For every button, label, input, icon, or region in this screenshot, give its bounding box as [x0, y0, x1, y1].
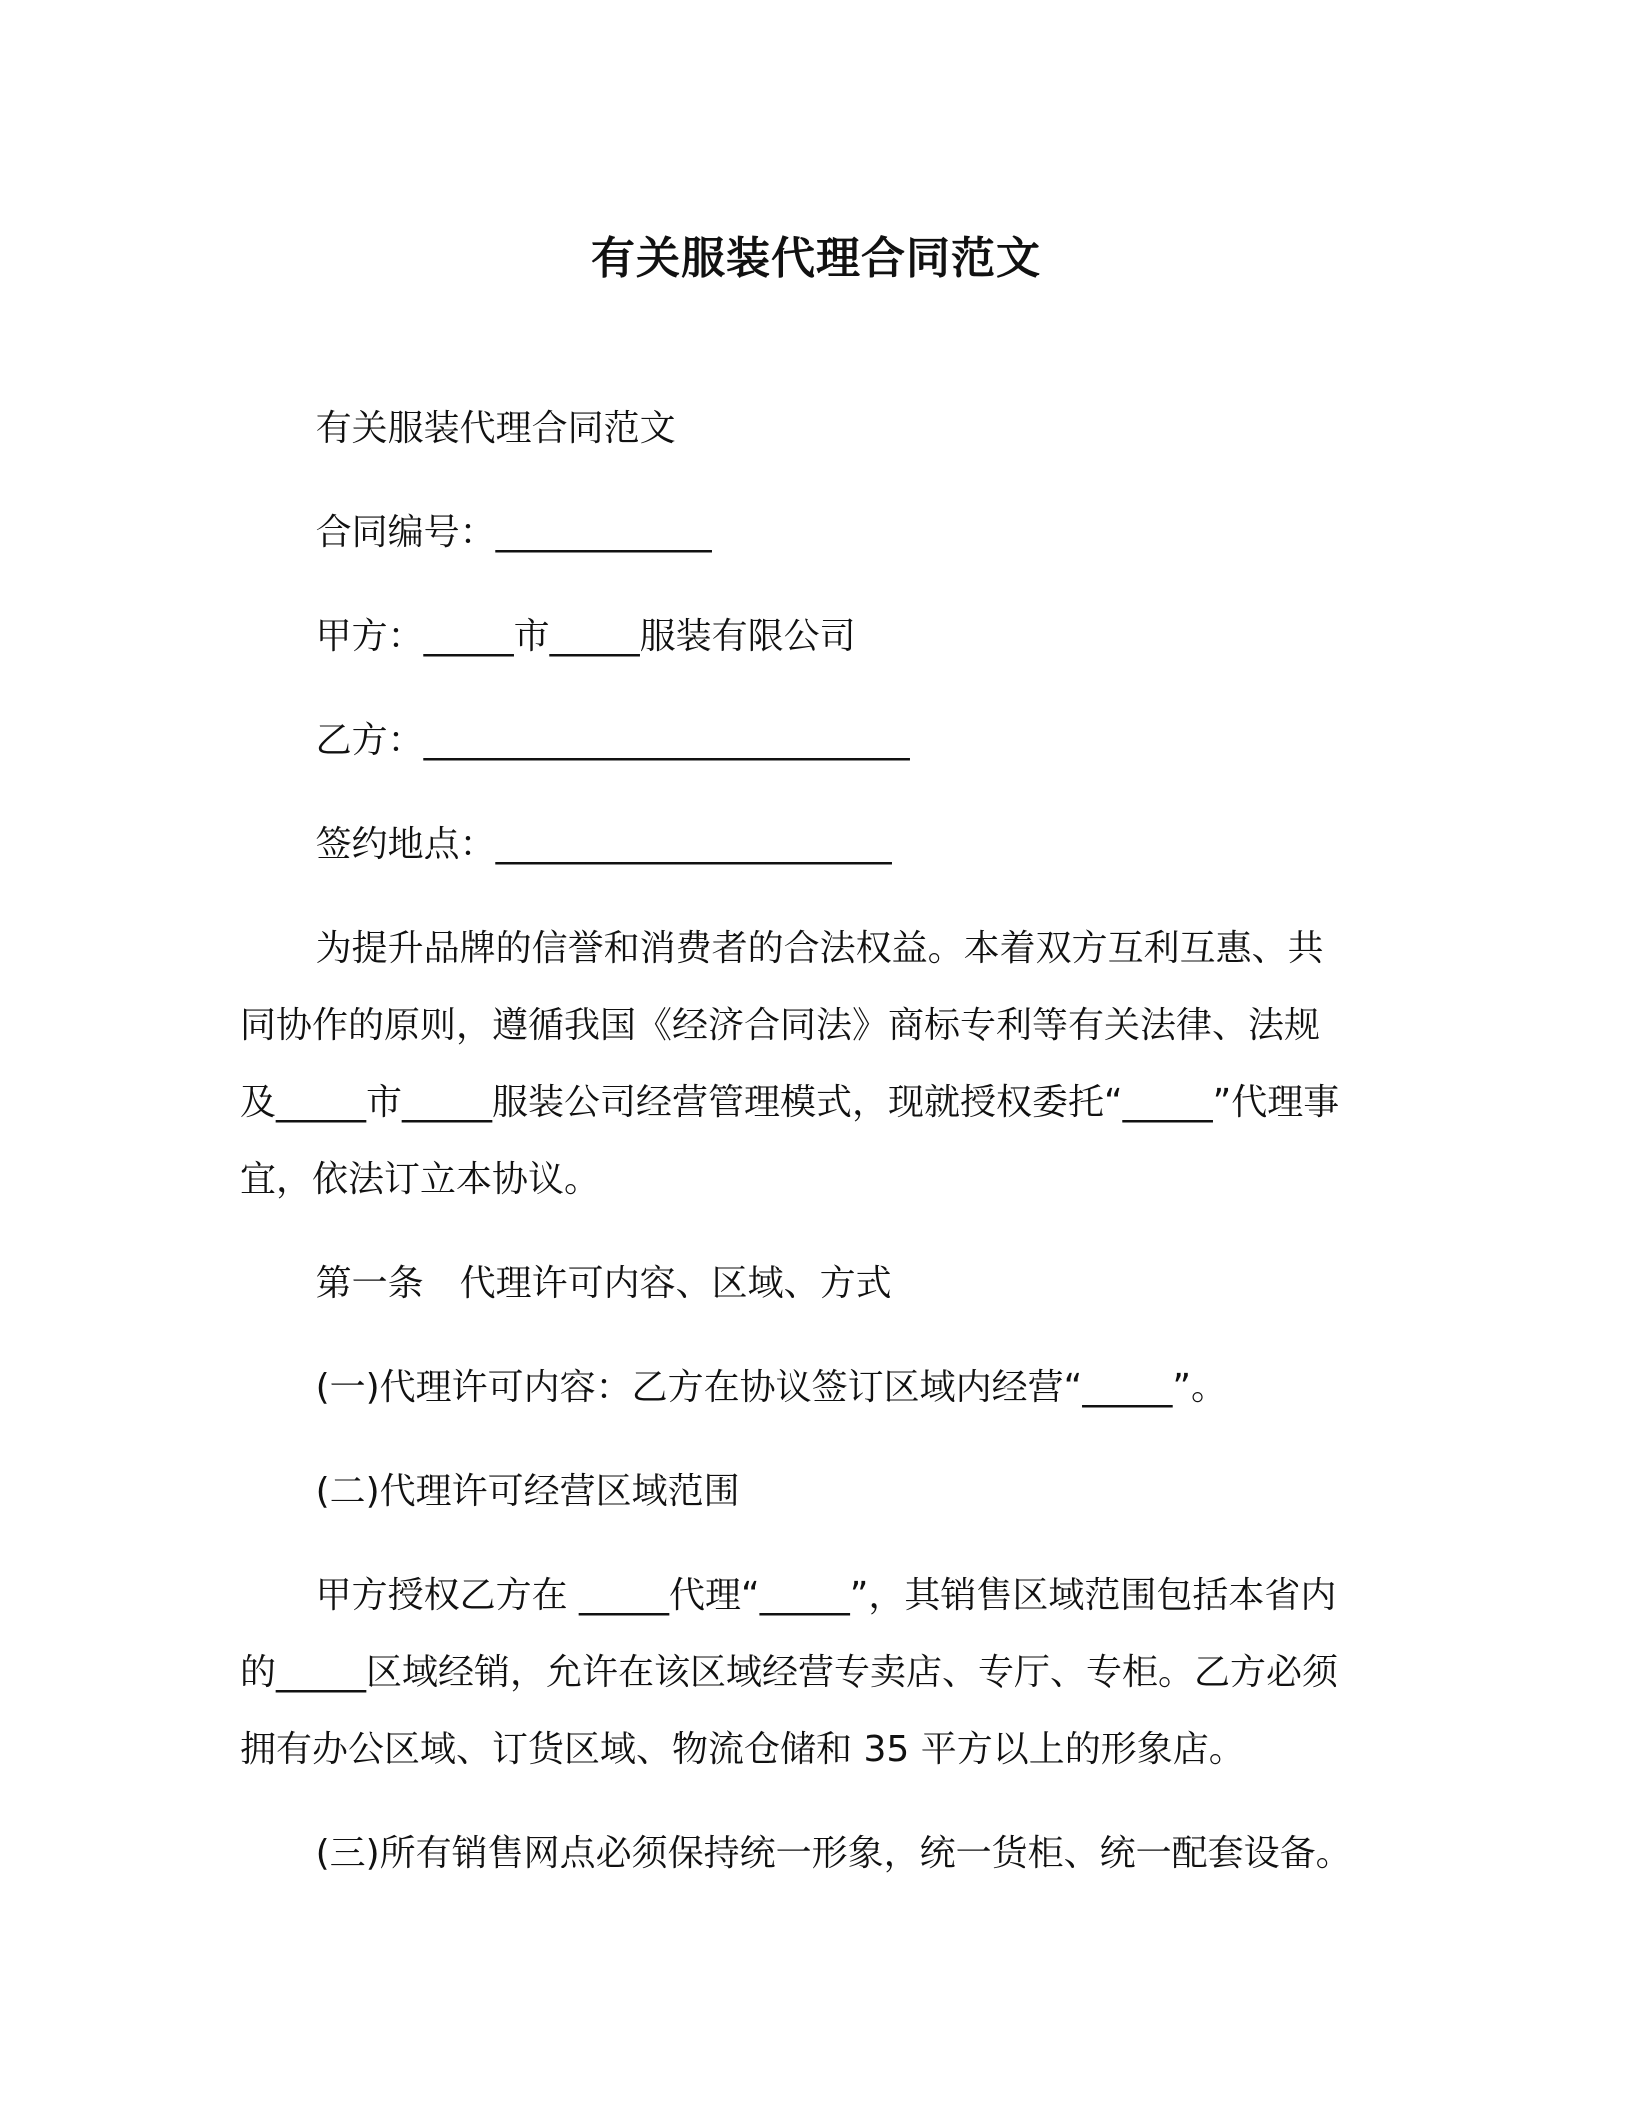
article-1-heading: 第一条 代理许可内容、区域、方式 [315, 1263, 892, 1304]
signing-place: 签约地点：______________________ [315, 824, 892, 865]
preamble: 为提升品牌的信誉和消费者的合法权益。本着双方互利互惠、共同协作的原则，遵循我国《经济合同法》商标专利等有关法律、法规及_____市_____服装公司经营管理模式，现就授权委托“_____”代理事宜，依法订立本协议。 [240, 928, 1340, 1200]
party-a: 甲方：_____市_____服装有限公司 [315, 616, 856, 657]
document-title: 有关服装代理合同范文 [591, 233, 1041, 284]
clause-1: (一)代理许可内容：乙方在协议签订区域内经营“_____”。 [315, 1367, 1227, 1408]
clause-3: (三)所有销售网点必须保持统一形象，统一货柜、统一配套设备。 [315, 1833, 1352, 1874]
subtitle: 有关服装代理合同范文 [315, 408, 676, 449]
clause-2: (二)代理许可经营区域范围 [315, 1471, 740, 1512]
contract-number: 合同编号：____________ [315, 512, 712, 553]
party-b: 乙方：___________________________ [315, 720, 910, 761]
clause-2-body: 甲方授权乙方在 _____代理“_____”，其销售区域范围包括本省内的_____区域经销，允许在该区域经营专卖店、专厅、专柜。乙方必须拥有办公区域、订货区域、物流仓储和 35 平方以上的形象店。 [240, 1575, 1339, 1770]
document-body [240, 390, 1352, 1919]
